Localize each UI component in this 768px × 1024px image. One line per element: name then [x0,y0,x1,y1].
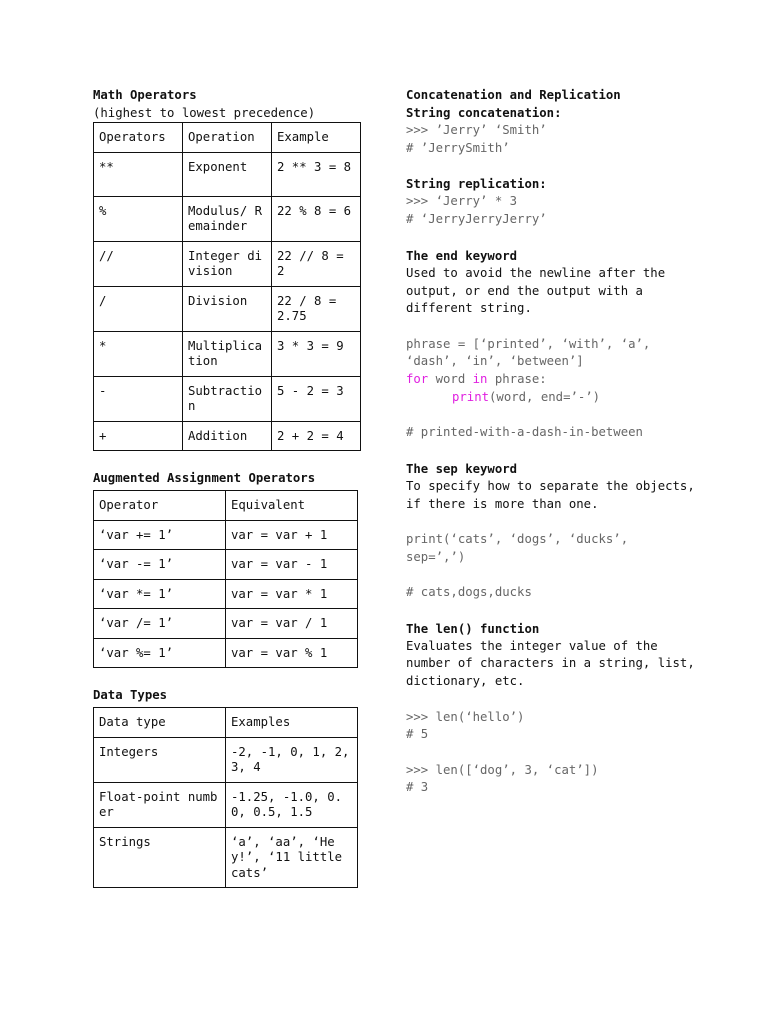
len-code: >>> len(‘hello’) [406,709,525,724]
table-cell: var = var * 1 [226,579,358,609]
len-code: >>> len([‘dog’, 3, ‘cat’]) [406,762,599,777]
table-cell: Float-point number [94,782,226,827]
table-cell: + [94,421,183,451]
math-operators-title: Math Operators [93,88,197,102]
header-cell: Equivalent [226,491,358,521]
table-cell: 22 / 8 = 2.75 [272,286,361,331]
left-column [93,86,359,888]
table-row [94,609,358,639]
concatenation-output: # ’JerrySmith’ [406,140,510,155]
data-types-table [93,707,358,888]
string-replication-subtitle: String replication: [406,177,547,192]
table-cell: ‘var *= 1’ [94,579,226,609]
end-keyword-description: Used to avoid the newline after the output, or end the output with a different string. [406,265,666,316]
table-cell: 22 // 8 = 2 [272,241,361,286]
table-cell: Addition [183,421,272,451]
table-cell: var = var / 1 [226,609,358,639]
table-cell: var = var % 1 [226,638,358,668]
table-row [94,376,361,421]
table-row [94,152,361,196]
right-column [406,86,706,797]
table-header-row [94,123,361,153]
table-row [94,638,358,668]
table-row [94,520,358,550]
table-cell: 3 * 3 = 9 [272,331,361,376]
header-cell: Operator [94,491,226,521]
table-row [94,196,361,241]
table-cell: ‘var %= 1’ [94,638,226,668]
len-function-description: Evaluates the integer value of the number of characters in a string, list, dictionary, etc. [406,638,695,689]
end-code-line: ‘dash’, ‘in’, ‘between’] [406,354,584,369]
header-cell: Data type [94,708,226,738]
table-row [94,737,358,782]
replication-code: >>> ‘Jerry’ * 3 [406,194,518,209]
table-cell: var = var - 1 [226,550,358,580]
table-cell: / [94,286,183,331]
len-function-title: The len() function [406,621,540,636]
code-fragment: word [428,372,473,387]
table-row [94,421,361,451]
keyword-in: in [472,372,488,387]
table-row [94,286,361,331]
table-cell: var = var + 1 [226,520,358,550]
len-output: # 5 [406,727,429,742]
header-cell: Examples [226,708,358,738]
augmented-assignment-table [93,490,358,668]
header-cell: Operators [94,123,183,153]
table-cell: Multiplication [183,331,272,376]
math-operators-subtitle: (highest to lowest precedence) [93,106,316,120]
augmented-assignment-title: Augmented Assignment Operators [93,471,316,485]
end-code-line: phrase = [‘printed’, ‘with’, ‘a’, [406,336,651,351]
table-row [94,550,358,580]
sep-output: # cats,dogs,ducks [406,585,532,599]
table-cell: 5 - 2 = 3 [272,376,361,421]
string-concatenation-subtitle: String concatenation: [406,106,562,120]
table-cell: % [94,196,183,241]
table-cell: ‘var -= 1’ [94,550,226,580]
end-code-line [406,371,706,389]
table-row [94,782,358,827]
table-cell: Strings [94,827,226,888]
data-types-title: Data Types [93,688,168,702]
table-cell: - [94,376,183,421]
code-fragment: phrase: [487,372,547,387]
table-cell: Integer division [183,241,272,286]
table-cell: ‘a’, ‘aa’, ‘Hey!’, ‘11 little cats’ [226,827,358,888]
table-cell: ‘var /= 1’ [94,609,226,639]
table-row [94,331,361,376]
table-cell: ‘var += 1’ [94,520,226,550]
table-row [94,579,358,609]
table-cell: Exponent [183,152,272,196]
len-output: # 3 [406,780,429,795]
code-fragment: (word, end=’-’) [489,389,601,404]
sep-keyword-title: The sep keyword [406,461,518,476]
table-cell: 2 + 2 = 4 [272,421,361,451]
concatenation-title: Concatenation and Replication [406,88,621,102]
table-cell: 22 % 8 = 6 [272,196,361,241]
math-operators-table [93,122,361,451]
table-cell: Modulus/ Remainder [183,196,272,241]
end-code-line [406,389,706,407]
table-cell: Subtraction [183,376,272,421]
keyword-print: print [452,389,490,404]
sep-code-line: sep=’,’) [406,549,466,564]
table-row [94,827,358,888]
sep-keyword-description: To specify how to separate the objects, if there is more than one. [406,478,695,511]
end-keyword-title: The end keyword [406,248,518,263]
table-cell: ** [94,152,183,196]
end-output: # printed-with-a-dash-in-between [406,425,643,440]
keyword-for: for [406,372,429,387]
concatenation-code: >>> ’Jerry’ ‘Smith’ [406,123,547,137]
table-cell: -2, -1, 0, 1, 2, 3, 4 [226,737,358,782]
table-cell: Integers [94,737,226,782]
table-cell: * [94,331,183,376]
table-cell: -1.25, -1.0, 0.0, 0.5, 1.5 [226,782,358,827]
replication-output: # ‘JerryJerryJerry’ [406,212,547,227]
table-cell: 2 ** 3 = 8 [272,152,361,196]
table-cell: // [94,241,183,286]
header-cell: Example [272,123,361,153]
sep-code-line: print(‘cats’, ‘dogs’, ‘ducks’, [406,531,629,546]
table-header-row [94,708,358,738]
table-cell: Division [183,286,272,331]
table-row [94,241,361,286]
header-cell: Operation [183,123,272,153]
table-header-row [94,491,358,521]
